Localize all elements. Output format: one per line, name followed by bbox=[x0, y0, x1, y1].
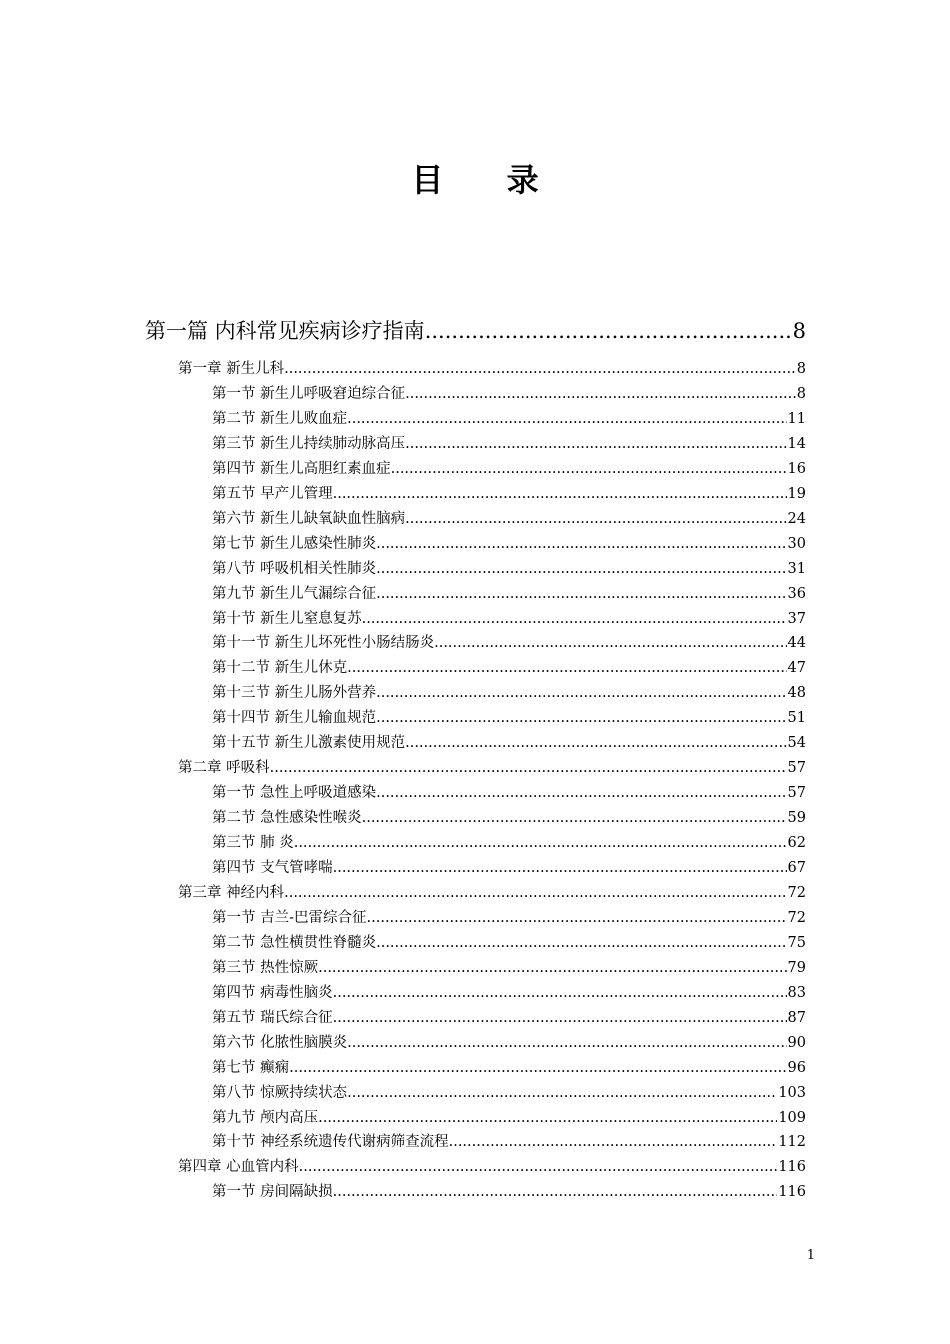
toc-section-entry[interactable] bbox=[212, 458, 806, 480]
toc-dot-leader bbox=[367, 907, 787, 929]
toc-dot-leader bbox=[270, 757, 787, 779]
toc-dot-leader bbox=[362, 807, 787, 829]
toc-dot-leader bbox=[376, 782, 786, 804]
toc-dot-leader bbox=[405, 383, 796, 405]
toc-entry-page: 16 bbox=[787, 460, 806, 477]
toc-entry-title: 第八节 呼吸机相关性肺炎 bbox=[212, 560, 377, 577]
toc-section-entry[interactable] bbox=[212, 707, 806, 729]
toc-dot-leader bbox=[333, 483, 787, 505]
toc-entry-title: 第七节 新生儿感染性肺炎 bbox=[212, 535, 377, 552]
toc-section-entry[interactable] bbox=[212, 558, 806, 580]
toc-section-entry[interactable] bbox=[212, 1032, 806, 1054]
toc-section-entry[interactable] bbox=[212, 807, 806, 829]
toc-section-entry[interactable] bbox=[212, 1131, 806, 1153]
toc-entry-title: 第九节 颅内高压 bbox=[212, 1109, 319, 1126]
toc-section-entry[interactable] bbox=[212, 608, 806, 630]
toc-section-entry[interactable] bbox=[212, 682, 806, 704]
toc-entry-page: 116 bbox=[778, 1184, 806, 1201]
toc-entry-title: 第四节 病毒性脑炎 bbox=[212, 984, 333, 1001]
toc-entry-title: 第五节 早产儿管理 bbox=[212, 485, 333, 502]
toc-section-entry[interactable] bbox=[212, 732, 806, 754]
toc-dot-leader bbox=[376, 932, 786, 954]
toc-dot-leader bbox=[449, 1131, 778, 1153]
toc-entry-page: 44 bbox=[787, 635, 806, 652]
toc-dot-leader bbox=[347, 1082, 777, 1104]
toc-entry-title: 第八节 惊厥持续状态 bbox=[212, 1084, 348, 1101]
toc-section-entry[interactable] bbox=[212, 957, 806, 979]
toc-entry-title: 第三节 新生儿持续肺动脉高压 bbox=[212, 435, 406, 452]
toc-entry-page: 51 bbox=[787, 710, 806, 727]
toc-entry-title: 第四节 新生儿高胆红素血症 bbox=[212, 460, 391, 477]
toc-dot-leader bbox=[333, 982, 787, 1004]
toc-entry-page: 112 bbox=[778, 1134, 806, 1151]
toc-section-entry[interactable] bbox=[212, 1007, 806, 1029]
toc-entry-title: 第十二节 新生儿休克 bbox=[212, 660, 348, 677]
toc-entry-page: 30 bbox=[787, 535, 806, 552]
toc-entry-page: 47 bbox=[787, 660, 806, 677]
toc-dot-leader bbox=[333, 1007, 787, 1029]
toc-entry-page: 87 bbox=[787, 1009, 806, 1026]
toc-entry-title: 第十节 新生儿窒息复苏 bbox=[212, 610, 362, 627]
toc-entry-page: 54 bbox=[787, 735, 806, 752]
toc-dot-leader bbox=[333, 1181, 778, 1203]
toc-entry-title: 第二节 急性感染性喉炎 bbox=[212, 810, 362, 827]
toc-entry-page: 48 bbox=[787, 685, 806, 702]
toc-section-entry[interactable] bbox=[212, 857, 806, 879]
toc-section-entry[interactable] bbox=[212, 508, 806, 530]
toc-dot-leader bbox=[294, 832, 787, 854]
toc-entry-page: 83 bbox=[787, 984, 806, 1001]
toc-entry-title: 第七节 癫痫 bbox=[212, 1059, 290, 1076]
toc-dot-leader bbox=[362, 608, 787, 630]
toc-section-entry[interactable] bbox=[212, 1107, 806, 1129]
toc-entry-page: 8 bbox=[796, 361, 806, 377]
toc-dot-leader bbox=[333, 857, 787, 879]
page-number: 1 bbox=[806, 1248, 815, 1263]
toc-entry-title: 第六节 化脓性脑膜炎 bbox=[212, 1034, 348, 1051]
toc-section-entry[interactable] bbox=[212, 408, 806, 430]
toc-dot-leader bbox=[405, 732, 786, 754]
toc-dot-leader bbox=[405, 508, 786, 530]
toc-entry-page: 103 bbox=[778, 1084, 806, 1101]
toc-dot-leader bbox=[318, 957, 786, 979]
toc-chapter-entry[interactable] bbox=[178, 1156, 806, 1178]
toc-entry-title: 第一节 房间隔缺损 bbox=[212, 1184, 333, 1201]
toc-section-entry[interactable] bbox=[212, 657, 806, 679]
toc-entry-title: 第一节 急性上呼吸道感染 bbox=[212, 785, 377, 802]
toc-section-entry[interactable] bbox=[212, 632, 806, 654]
toc-entry-title: 第三章 神经内科 bbox=[178, 884, 285, 901]
toc-dot-leader bbox=[347, 1032, 786, 1054]
toc-dot-leader bbox=[284, 358, 796, 380]
toc-entry-title: 第二节 急性横贯性脊髓炎 bbox=[212, 934, 377, 951]
toc-entry-page: 72 bbox=[787, 884, 806, 901]
toc-dot-leader bbox=[347, 408, 786, 430]
toc-dot-leader bbox=[289, 1057, 786, 1079]
toc-entry-page: 8 bbox=[796, 385, 806, 402]
toc-section-entry[interactable] bbox=[212, 982, 806, 1004]
toc-entry-page: 96 bbox=[787, 1059, 806, 1076]
toc-entry-title: 第十四节 新生儿输血规范 bbox=[212, 710, 377, 727]
toc-dot-leader bbox=[347, 657, 786, 679]
toc-dot-leader bbox=[376, 558, 786, 580]
toc-dot-leader bbox=[376, 682, 786, 704]
toc-entry-title: 第十节 神经系统遗传代谢病筛查流程 bbox=[212, 1134, 449, 1151]
toc-section-entry[interactable] bbox=[212, 533, 806, 555]
toc-entry-title: 第一篇 内科常见疾病诊疗指南 bbox=[145, 319, 425, 343]
toc-entry-title: 第十一节 新生儿坏死性小肠结肠炎 bbox=[212, 635, 435, 652]
toc-entry-page: 59 bbox=[787, 810, 806, 827]
toc-entry-page: 24 bbox=[787, 510, 806, 527]
toc-section-entry[interactable] bbox=[212, 1181, 806, 1203]
toc-entry-title: 第九节 新生儿气漏综合征 bbox=[212, 585, 377, 602]
toc-section-entry[interactable] bbox=[212, 483, 806, 505]
toc-entry-title: 第一节 新生儿呼吸窘迫综合征 bbox=[212, 385, 406, 402]
toc-section-entry[interactable] bbox=[212, 1082, 806, 1104]
toc-section-entry[interactable] bbox=[212, 907, 806, 929]
toc-entry-title: 第三节 热性惊厥 bbox=[212, 959, 319, 976]
toc-chapter-entry[interactable] bbox=[178, 882, 806, 904]
toc-entry-page: 36 bbox=[787, 585, 806, 602]
toc-entry-page: 72 bbox=[787, 909, 806, 926]
toc-dot-leader bbox=[299, 1156, 778, 1178]
toc-entry-title: 第二章 呼吸科 bbox=[178, 760, 270, 777]
toc-dot-leader bbox=[391, 458, 787, 480]
toc-entry-page: 90 bbox=[787, 1034, 806, 1051]
toc-entry-page: 11 bbox=[787, 410, 806, 427]
toc-entry-title: 第十三节 新生儿肠外营养 bbox=[212, 685, 377, 702]
toc-entry-page: 8 bbox=[792, 319, 806, 343]
toc-section-entry[interactable] bbox=[212, 932, 806, 954]
toc-section-entry[interactable] bbox=[212, 1057, 806, 1079]
toc-dot-leader bbox=[376, 583, 786, 605]
toc-section-entry[interactable] bbox=[212, 433, 806, 455]
toc-entry-page: 79 bbox=[787, 959, 806, 976]
toc-entry-page: 19 bbox=[787, 485, 806, 502]
toc-dot-leader bbox=[318, 1107, 777, 1129]
toc-chapter-entry[interactable] bbox=[178, 757, 806, 779]
toc-entry-title: 第五节 瑞氏综合征 bbox=[212, 1009, 333, 1026]
toc-entry-page: 14 bbox=[787, 435, 806, 452]
toc-entry-title: 第六节 新生儿缺氧缺血性脑病 bbox=[212, 510, 406, 527]
toc-entry-page: 37 bbox=[787, 610, 806, 627]
page-title: 目 录 bbox=[411, 161, 565, 199]
toc-entry-title: 第二节 新生儿败血症 bbox=[212, 410, 348, 427]
toc-section-entry[interactable] bbox=[212, 832, 806, 854]
toc-dot-leader bbox=[425, 316, 792, 346]
toc-dot-leader bbox=[376, 707, 786, 729]
toc-entry-title: 第十五节 新生儿激素使用规范 bbox=[212, 735, 406, 752]
toc-section-entry[interactable] bbox=[212, 583, 806, 605]
toc-entry-page: 75 bbox=[787, 934, 806, 951]
toc-section-entry[interactable] bbox=[212, 782, 806, 804]
toc-entry-page: 109 bbox=[778, 1109, 806, 1126]
toc-dot-leader bbox=[284, 882, 786, 904]
toc-entry-page: 31 bbox=[787, 560, 806, 577]
toc-entry-page: 67 bbox=[787, 860, 806, 876]
toc-entry-page: 57 bbox=[787, 760, 806, 777]
toc-entry-page: 57 bbox=[787, 785, 806, 802]
toc-entry-title: 第一章 新生儿科 bbox=[178, 361, 285, 377]
toc-entry-title: 第一节 吉兰-巴雷综合征 bbox=[212, 909, 367, 926]
toc-section-entry[interactable] bbox=[212, 383, 806, 405]
toc-entry-title: 第四节 支气管哮喘 bbox=[212, 860, 333, 876]
toc-dot-leader bbox=[376, 533, 786, 555]
toc-chapter-entry[interactable] bbox=[178, 358, 806, 380]
toc-entry-title: 第四章 心血管内科 bbox=[178, 1159, 299, 1176]
toc-entry-page: 62 bbox=[787, 835, 806, 852]
toc-dot-leader bbox=[405, 433, 786, 455]
toc-entry-page: 116 bbox=[778, 1159, 806, 1176]
toc-dot-leader bbox=[434, 632, 786, 654]
toc-entry-title: 第三节 肺 炎 bbox=[212, 835, 294, 852]
toc-part-entry[interactable] bbox=[145, 316, 806, 346]
